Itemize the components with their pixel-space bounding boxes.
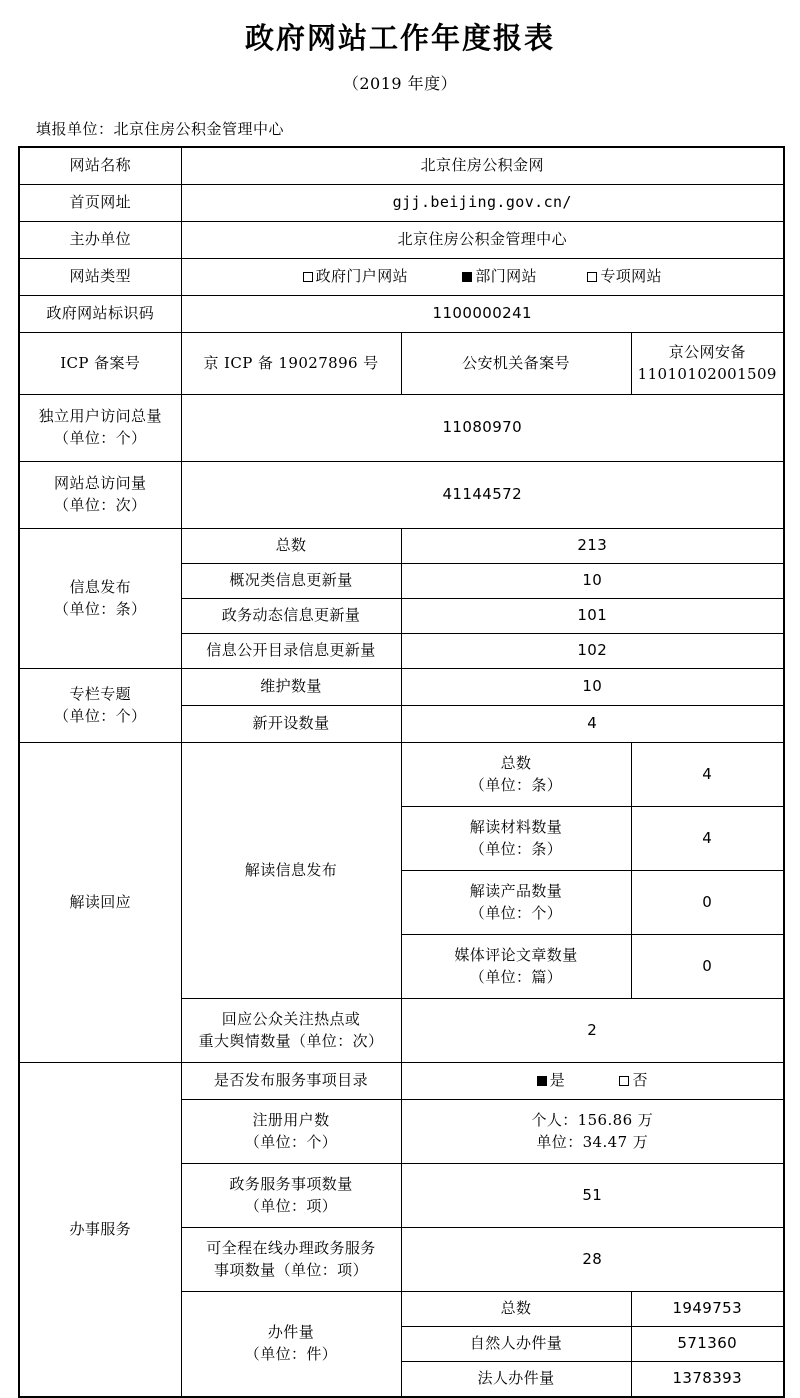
checkbox-option-department[interactable]	[462, 266, 537, 288]
value-transaction-total: 1949753	[631, 1292, 784, 1327]
label-public-response	[181, 999, 401, 1063]
value-unique-visitors: 11080970	[181, 395, 784, 462]
label-transaction-legal: 法人办件量	[401, 1362, 631, 1398]
label-service: 办事服务	[19, 1063, 181, 1398]
label-interp-materials	[401, 807, 631, 871]
checkbox-icon[interactable]	[303, 272, 313, 282]
value-info-total: 213	[401, 529, 784, 564]
checkbox-icon[interactable]	[537, 1076, 547, 1086]
label-line2: （单位：项）	[244, 1196, 338, 1215]
label-registered-users	[181, 1100, 401, 1164]
table-row-service-catalog	[19, 1063, 784, 1100]
value-service-catalog	[401, 1063, 784, 1100]
value-interp-materials: 4	[631, 807, 784, 871]
label-line2: （单位：次）	[54, 496, 147, 514]
value-registered-users	[401, 1100, 784, 1164]
table-row-site-name	[19, 147, 784, 185]
label-transaction	[181, 1292, 401, 1398]
label-line2: 事项数量（单位：项）	[213, 1260, 368, 1279]
label-info-total: 总数	[181, 529, 401, 564]
label-transaction-individual: 自然人办件量	[401, 1327, 631, 1362]
label-unique-visitors	[19, 395, 181, 462]
label-service-catalog: 是否发布服务事项目录	[181, 1063, 401, 1100]
label-info-dynamic: 政务动态信息更新量	[181, 599, 401, 634]
label-online-items	[181, 1228, 401, 1292]
label-line2: （单位：个）	[54, 429, 147, 447]
value-site-type	[181, 259, 784, 296]
checkbox-icon[interactable]	[619, 1076, 629, 1086]
label-interpretation: 解读回应	[19, 743, 181, 1063]
report-unit-line: 填报单位：北京住房公积金管理中心	[36, 120, 285, 138]
table-row-host-unit	[19, 222, 784, 259]
label-info-overview: 概况类信息更新量	[181, 564, 401, 599]
value-interp-total: 4	[631, 743, 784, 807]
checkbox-label: 否	[632, 1071, 648, 1090]
label-line2: （单位：条）	[54, 599, 147, 618]
value-homepage: gjj.beijing.gov.cn/	[181, 185, 784, 222]
table-row-total-visits	[19, 462, 784, 529]
table-row-site-code	[19, 296, 784, 333]
table-row-info-publish-1	[19, 529, 784, 564]
label-host-unit: 主办单位	[19, 222, 181, 259]
label-interp-total	[401, 743, 631, 807]
label-column-topic	[19, 669, 181, 743]
table-row-unique-visitors	[19, 395, 784, 462]
value-topic-new: 4	[401, 706, 784, 743]
value-info-overview: 10	[401, 564, 784, 599]
checkbox-option-special[interactable]	[587, 266, 662, 288]
label-line1: 注册用户数	[252, 1110, 330, 1129]
label-line2: （单位：个）	[469, 903, 563, 922]
checkbox-label: 是	[549, 1071, 566, 1090]
label-site-code: 政府网站标识码	[19, 296, 181, 333]
table-row-homepage	[19, 185, 784, 222]
label-line1: 回应公众关注热点或	[221, 1009, 361, 1028]
label-interp-media	[401, 935, 631, 999]
label-total-visits	[19, 462, 181, 529]
label-line2: （单位：件）	[244, 1345, 338, 1363]
label-site-name: 网站名称	[19, 147, 181, 185]
checkbox-option-portal[interactable]	[303, 266, 408, 288]
value-public-response: 2	[401, 999, 784, 1063]
table-row-interpretation-1	[19, 743, 784, 807]
table-row-icp	[19, 333, 784, 395]
page-subtitle: （2019 年度）	[342, 74, 458, 93]
checkbox-icon[interactable]	[462, 272, 472, 282]
label-line2: （单位：条）	[469, 839, 563, 858]
label-line1: 独立用户访问总量	[38, 407, 162, 426]
label-line1: 媒体评论文章数量	[454, 945, 578, 964]
value-icp: 京 ICP 备 19027896 号	[181, 333, 401, 395]
label-line1: 办件量	[267, 1323, 315, 1342]
label-info-publish	[19, 529, 181, 669]
checkbox-option-no[interactable]	[619, 1070, 647, 1092]
value-transaction-individual: 571360	[631, 1327, 784, 1362]
label-site-type: 网站类型	[19, 259, 181, 296]
value-online-items: 28	[401, 1228, 784, 1292]
value-police-record	[631, 333, 784, 395]
label-topic-new: 新开设数量	[181, 706, 401, 743]
label-line1: 网站总访问量	[54, 474, 147, 493]
value-interp-media: 0	[631, 935, 784, 999]
value-site-name: 北京住房公积金网	[181, 147, 784, 185]
label-line1: 信息发布	[69, 577, 132, 596]
registered-users-organization: 单位：34.47 万	[536, 1132, 649, 1151]
value-total-visits: 41144572	[181, 462, 784, 529]
label-line2: （单位：个）	[54, 706, 147, 725]
label-homepage: 首页网址	[19, 185, 181, 222]
value-transaction-legal: 1378393	[631, 1362, 784, 1398]
value-info-dynamic: 101	[401, 599, 784, 634]
checkbox-label: 部门网站	[475, 267, 537, 286]
table-row-site-type	[19, 259, 784, 296]
checkbox-label: 政府门户网站	[315, 267, 409, 286]
label-topic-maintained: 维护数量	[181, 669, 401, 706]
label-interpretation-publish: 解读信息发布	[181, 743, 401, 999]
label-line2: （单位：条）	[469, 775, 563, 794]
value-host-unit: 北京住房公积金管理中心	[181, 222, 784, 259]
page-title: 政府网站工作年度报表	[244, 21, 555, 55]
label-icp: ICP 备案号	[19, 333, 181, 395]
registered-users-individual: 个人：156.86 万	[531, 1110, 654, 1129]
label-line1: 政务服务事项数量	[229, 1174, 353, 1193]
annual-report-table	[18, 146, 785, 1398]
label-line2: 重大舆情数量（单位：次）	[198, 1031, 384, 1050]
value-service-items: 51	[401, 1164, 784, 1228]
label-line2: （单位：个）	[244, 1132, 338, 1151]
value-site-code: 1100000241	[181, 296, 784, 333]
label-line1: 总数	[500, 753, 532, 772]
police-record-line1: 京公网安备	[668, 342, 746, 361]
label-line2: （单位：篇）	[469, 967, 563, 986]
label-police-record: 公安机关备案号	[401, 333, 631, 395]
checkbox-label: 专项网站	[600, 267, 662, 286]
label-service-items	[181, 1164, 401, 1228]
label-interp-products	[401, 871, 631, 935]
label-transaction-total: 总数	[401, 1292, 631, 1327]
label-line1: 可全程在线办理政务服务	[206, 1238, 376, 1257]
table-row-column-topic-1	[19, 669, 784, 706]
value-topic-maintained: 10	[401, 669, 784, 706]
label-info-catalog: 信息公开目录信息更新量	[181, 634, 401, 669]
checkbox-icon[interactable]	[587, 272, 597, 282]
police-record-line2: 11010102001509	[637, 364, 777, 383]
value-interp-products: 0	[631, 871, 784, 935]
label-line1: 专栏专题	[69, 684, 132, 703]
label-line1: 解读产品数量	[469, 881, 563, 900]
value-info-catalog: 102	[401, 634, 784, 669]
checkbox-option-yes[interactable]	[537, 1070, 565, 1092]
label-line1: 解读材料数量	[469, 817, 563, 836]
